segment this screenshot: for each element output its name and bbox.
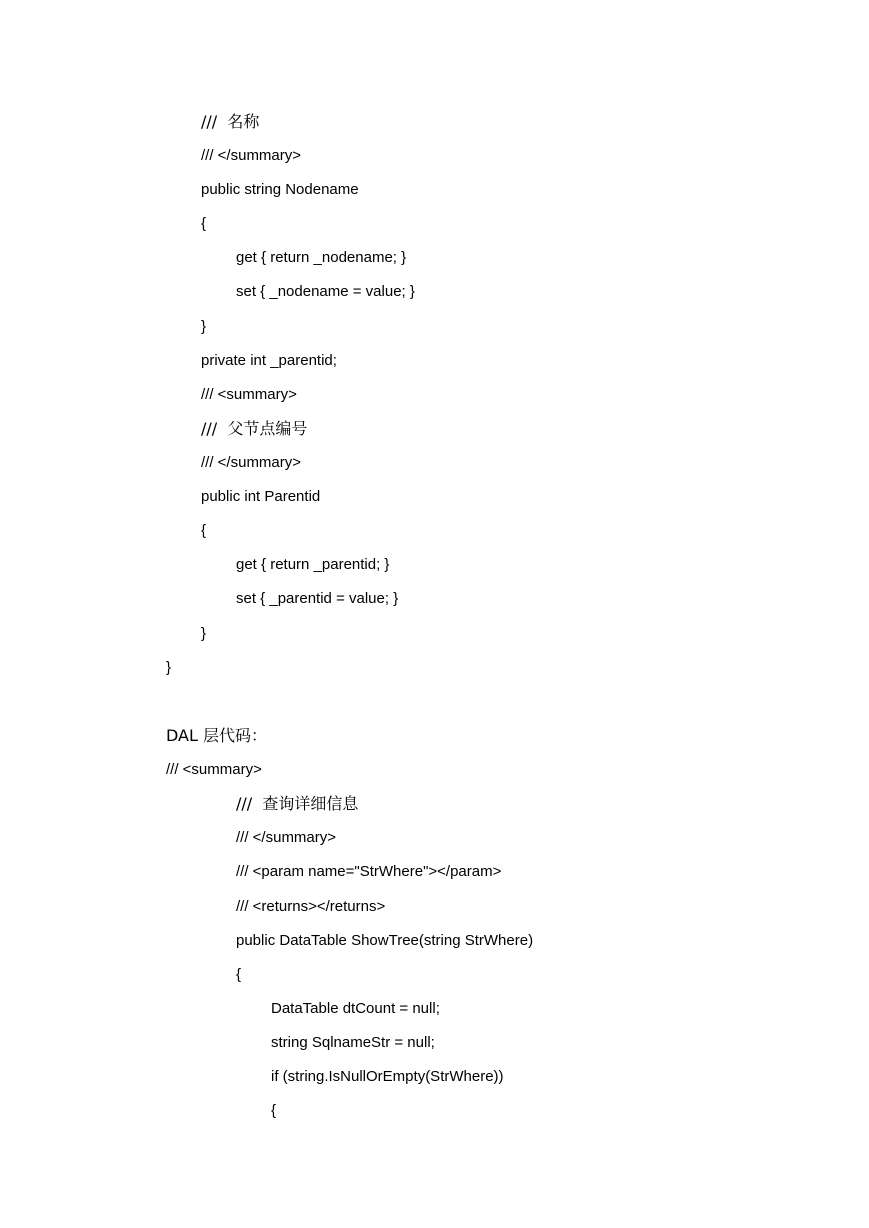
- code-setter-parentid: set { _parentid = value; }: [236, 590, 399, 607]
- code-summary-open: /// <summary>: [201, 386, 297, 403]
- code-class-close: }: [166, 659, 172, 676]
- code-if-statement: if (string.IsNullOrEmpty(StrWhere)): [271, 1068, 504, 1085]
- code-setter-nodename: set { _nodename = value; }: [236, 283, 415, 300]
- code-method-showtree: public DataTable ShowTree(string StrWhere): [236, 932, 534, 949]
- code-comment-query-detail: /// 查询详细信息: [236, 794, 359, 813]
- code-brace-close: }: [201, 318, 207, 335]
- code-brace-open: {: [201, 522, 207, 539]
- code-summary-open: /// <summary>: [166, 761, 262, 778]
- code-brace-open: {: [271, 1102, 277, 1119]
- code-summary-close: /// </summary>: [201, 454, 302, 471]
- code-brace-close: }: [201, 625, 207, 642]
- code-var-sqlnamestr: string SqlnameStr = null;: [271, 1034, 435, 1051]
- code-property-nodename: public string Nodename: [201, 181, 359, 198]
- code-property-parentid: public int Parentid: [201, 488, 321, 505]
- code-getter-nodename: get { return _nodename; }: [236, 249, 407, 266]
- code-param-strwhere: /// <param name="StrWhere"></param>: [236, 863, 502, 880]
- code-comment-name: /// 名称: [201, 112, 260, 131]
- code-var-dtcount: DataTable dtCount = null;: [271, 1000, 440, 1017]
- code-summary-close: /// </summary>: [236, 829, 337, 846]
- code-comment-parent-node: /// 父节点编号: [201, 419, 308, 438]
- code-summary-close: /// </summary>: [201, 147, 302, 164]
- code-getter-parentid: get { return _parentid; }: [236, 556, 390, 573]
- code-brace-open: {: [201, 215, 207, 232]
- code-returns: /// <returns></returns>: [236, 898, 386, 915]
- code-field-parentid: private int _parentid;: [201, 352, 337, 369]
- section-heading-dal: DAL 层代码：: [166, 726, 267, 745]
- code-brace-open: {: [236, 966, 242, 983]
